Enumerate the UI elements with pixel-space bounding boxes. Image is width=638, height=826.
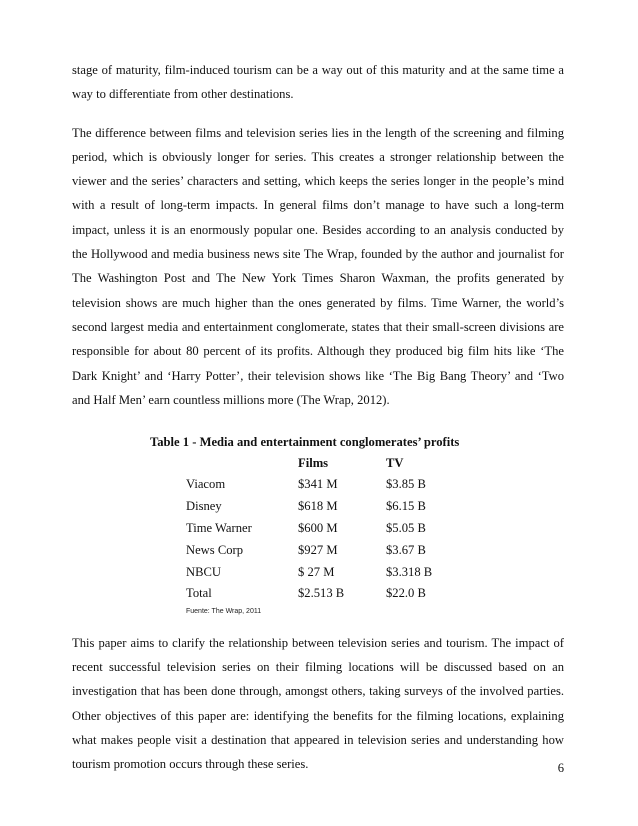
table-title: Table 1 - Media and entertainment conglomerates’ profits (150, 435, 460, 450)
table-total-row (186, 583, 466, 605)
company-name: Disney (186, 499, 222, 514)
company-name: Viacom (186, 477, 226, 492)
films-profit: $927 M (298, 542, 338, 557)
page-number: 6 (557, 761, 564, 775)
films-profit: $600 M (298, 520, 338, 535)
company-name: NBCU (186, 564, 221, 579)
table-row (186, 496, 466, 518)
films-total: $2.513 B (298, 586, 345, 601)
films-profit: $618 M (298, 499, 338, 514)
tv-profit: $3.67 B (386, 542, 426, 557)
table-header-films: Films (298, 455, 329, 470)
page-content (72, 58, 564, 777)
tv-total: $22.0 B (386, 586, 426, 601)
table-row (186, 561, 466, 583)
company-name: News Corp (186, 542, 244, 557)
profits-table (186, 452, 466, 605)
films-profit: $341 M (298, 477, 338, 492)
table-header-row (186, 452, 466, 474)
table-row (186, 539, 466, 561)
table-source: Fuente: The Wrap, 2011 (186, 607, 262, 615)
tv-profit: $5.05 B (386, 520, 426, 535)
films-profit: $ 27 M (298, 564, 335, 579)
paragraph-3: This paper aims to clarify the relationship between television series and tourism. The impact of recent successful television series on their filming locations will be discussed based on an investigation that has been done through, amongst others, taking surveys of the involved parties. Other objectives of this paper are: identifying the benefits for the filming locations, explaining what makes people visit a destination that appeared in television series and understanding how tourism promotion occurs through these series. (72, 635, 564, 772)
table-header-company (186, 452, 298, 474)
tv-profit: $3.85 B (386, 477, 426, 492)
tv-profit: $3.318 B (386, 564, 433, 579)
total-label: Total (186, 586, 212, 601)
paragraph-1: stage of maturity, film-induced tourism can be a way out of this maturity and at the same time a way to differentiate from other destinations. (72, 63, 564, 102)
table-header-tv: TV (386, 455, 404, 470)
company-name: Time Warner (186, 520, 252, 535)
paragraph-2: The difference between films and television series lies in the length of the screening and filming period, which is obviously longer for series. This creates a stronger relationship between the viewer and the series’ characters and setting, which keeps the series longer in the people’s mind with a result of long-term impacts. In general films don’t manage to have such a long-term impact, unless it is an enormously popular one. Besides according to an analysis conducted by the Hollywood and media business news site The Wrap, founded by the author and journalist for The Washington Post and The New York Times Sharon Waxman, the profits generated by television shows are much higher than the ones generated by films. Time Warner, the world’s second largest media and entertainment conglomerate, states that their small-screen divisions are responsible for about 80 percent of its profits. Although they produced big film hits like ‘The Dark Knight’ and ‘Harry Potter’, their television shows like ‘The Big Bang Theory’ and ‘Two and Half Men’ earn countless millions more (The Wrap, 2012). (72, 125, 564, 407)
tv-profit: $6.15 B (386, 499, 426, 514)
profits-table-section (72, 432, 564, 615)
table-row (186, 474, 466, 496)
table-row (186, 518, 466, 540)
